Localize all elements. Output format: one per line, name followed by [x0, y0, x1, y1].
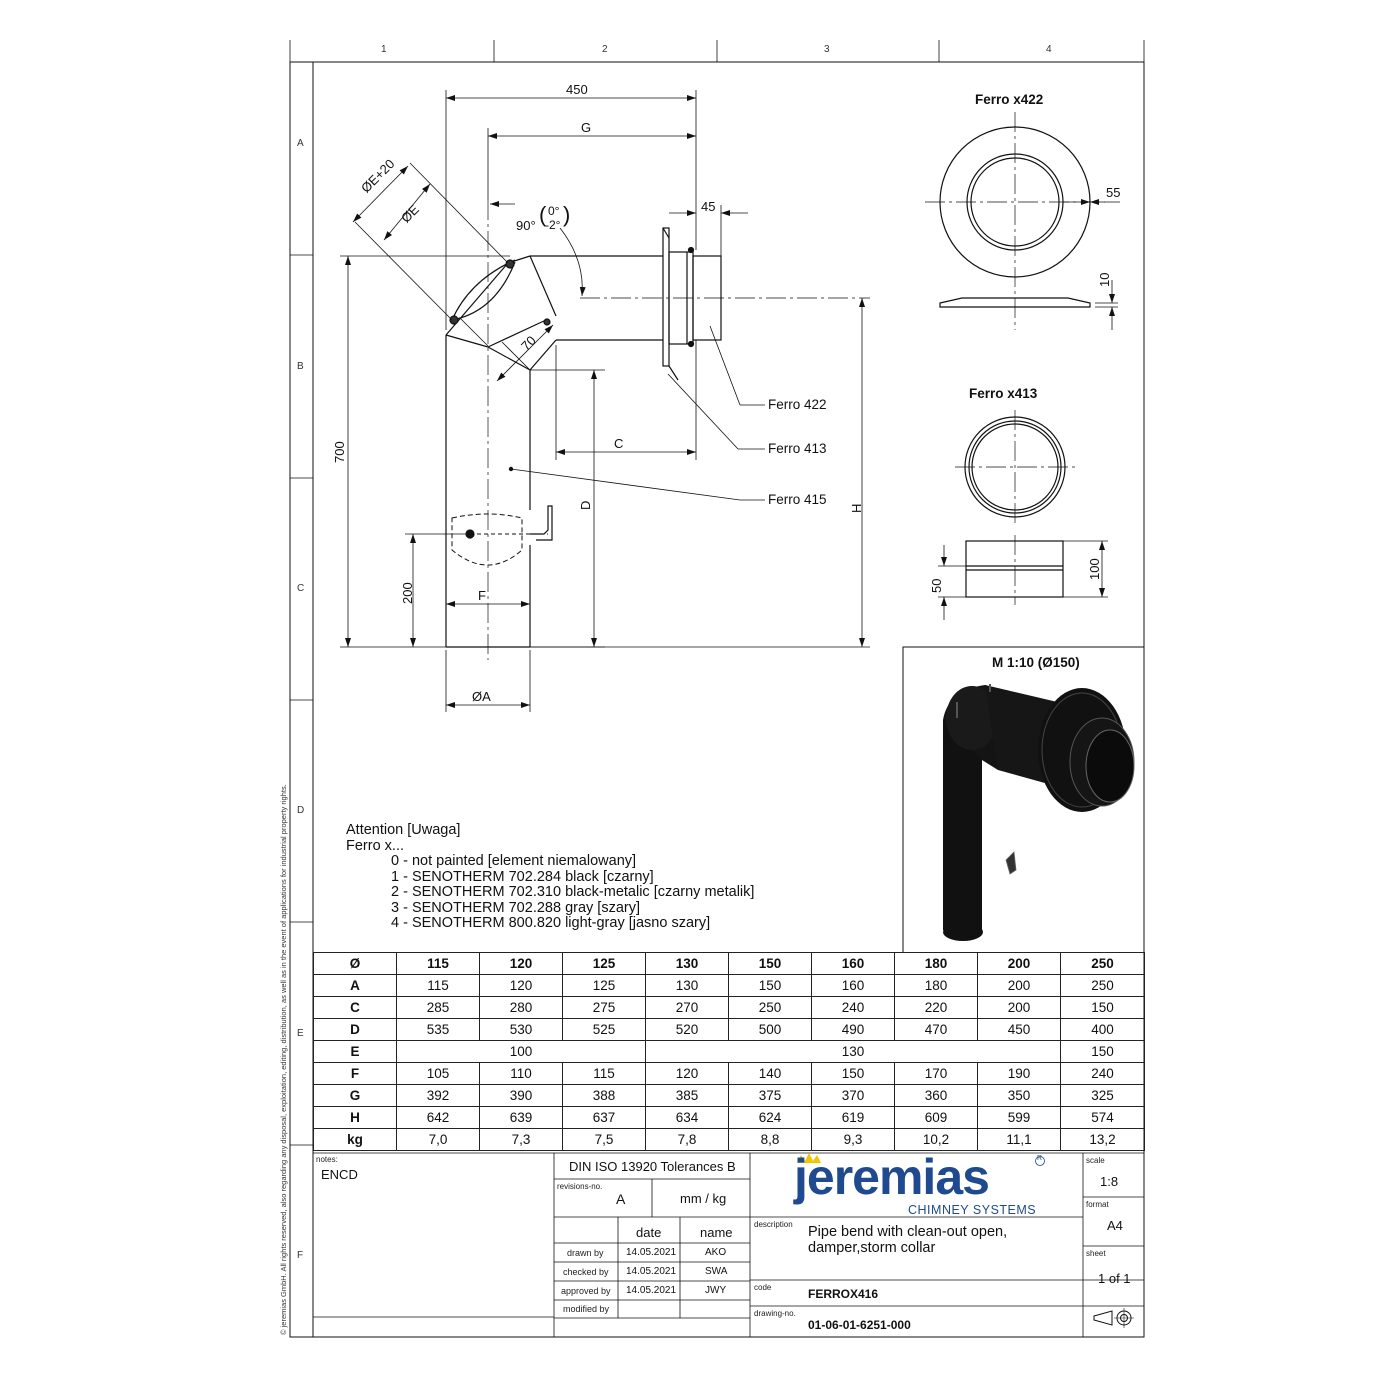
isometric-view [903, 647, 1144, 952]
table-row [314, 1063, 1145, 1085]
angle-tolerance-bottom: -2° [545, 218, 561, 232]
notes-title: Attention [Uwaga] [346, 822, 461, 838]
approved-by-name: JWY [705, 1285, 727, 1296]
table-cell: 490 [812, 1019, 895, 1041]
table-cell: 220 [895, 997, 978, 1019]
scale-value: 1:8 [1100, 1174, 1119, 1189]
table-cell: Ø [314, 953, 397, 975]
units: mm / kg [680, 1191, 727, 1206]
table-cell: 120 [646, 1063, 729, 1085]
zone-col-3: 3 [824, 44, 830, 55]
table-cell: 250 [729, 997, 812, 1019]
table-header-row [314, 953, 1145, 975]
table-cell: 250 [1061, 975, 1145, 997]
table-cell: 270 [646, 997, 729, 1019]
table-cell: kg [314, 1129, 397, 1151]
zone-row-b: B [297, 361, 304, 372]
dim-45: 45 [701, 199, 716, 214]
dim-phi-a: ØA [472, 689, 491, 704]
table-cell: 634 [646, 1107, 729, 1129]
col-name: name [700, 1225, 733, 1240]
table-cell: 450 [978, 1019, 1061, 1041]
table-cell: 7,3 [480, 1129, 563, 1151]
drawing-no-value: 01-06-01-6251-000 [808, 1318, 911, 1332]
zone-col-4: 4 [1046, 44, 1052, 55]
notes-item: 0 - not painted [element niemalowany] [391, 853, 637, 869]
table-cell: 115 [563, 1063, 646, 1085]
table-cell: 200 [978, 975, 1061, 997]
x422-dim-10: 10 [1097, 272, 1112, 287]
table-cell: 100 [397, 1041, 646, 1063]
table-cell: 125 [563, 975, 646, 997]
drawn-by-date: 14.05.2021 [626, 1247, 677, 1258]
table-cell: 619 [812, 1107, 895, 1129]
table-cell: 120 [480, 975, 563, 997]
table-cell: 350 [978, 1085, 1061, 1107]
table-cell: 637 [563, 1107, 646, 1129]
pipe-bend-drawing [446, 200, 870, 660]
notes-subtitle: Ferro x... [346, 837, 405, 854]
zone-row-e: E [297, 1028, 304, 1039]
table-cell: 285 [397, 997, 480, 1019]
revisions-label: revisions-no. [557, 1182, 603, 1191]
brand-logo: jeremias [794, 1149, 989, 1205]
table-cell: 360 [895, 1085, 978, 1107]
drawn-by-name: AKO [705, 1247, 727, 1258]
x413-dim-100: 100 [1087, 558, 1102, 580]
zone-row-c: C [297, 583, 305, 594]
zone-col-2: 2 [602, 44, 608, 55]
notes-label: notes: [316, 1155, 338, 1164]
table-cell: 9,3 [812, 1129, 895, 1151]
table-cell: 10,2 [895, 1129, 978, 1151]
zone-row-d: D [297, 805, 305, 816]
revision-value: A [616, 1191, 626, 1207]
table-cell: 470 [895, 1019, 978, 1041]
table-row [314, 997, 1145, 1019]
dim-450: 450 [566, 82, 588, 97]
format-label: format [1086, 1200, 1109, 1209]
notes-item: 1 - SENOTHERM 702.284 black [czarny] [391, 868, 654, 885]
dim-h: H [849, 503, 864, 513]
checked-by-label: checked by [563, 1267, 609, 1277]
table-row [314, 975, 1145, 997]
table-cell: 375 [729, 1085, 812, 1107]
dim-700: 700 [332, 441, 347, 463]
angle-tolerance-top: 0° [548, 204, 560, 218]
notes-block [346, 823, 754, 932]
notes-item: 3 - SENOTHERM 702.288 gray [szary] [391, 899, 640, 916]
table-cell: C [314, 997, 397, 1019]
table-cell: E [314, 1041, 397, 1063]
table-cell: 325 [1061, 1085, 1145, 1107]
checked-by-date: 14.05.2021 [626, 1266, 677, 1277]
table-cell: 520 [646, 1019, 729, 1041]
table-cell: 609 [895, 1107, 978, 1129]
table-cell: 7,5 [563, 1129, 646, 1151]
dim-f: F [478, 588, 486, 603]
zone-col-1: 1 [381, 44, 387, 55]
projection-symbol-icon [1094, 1308, 1134, 1328]
table-cell: 535 [397, 1019, 480, 1041]
x422-title: Ferro x422 [975, 92, 1044, 107]
brand-subtitle: CHIMNEY SYSTEMS [908, 1203, 1037, 1217]
table-cell: 130 [646, 1041, 1061, 1063]
format-value: A4 [1107, 1218, 1123, 1233]
table-cell: 500 [729, 1019, 812, 1041]
table-cell: 180 [895, 975, 978, 997]
table-cell: 240 [1061, 1063, 1145, 1085]
code-value: FERROX416 [808, 1287, 879, 1301]
zone-row-a: A [297, 138, 304, 149]
sheet-value: 1 of 1 [1098, 1271, 1131, 1286]
description-line-1: Pipe bend with clean-out open, [808, 1224, 1008, 1240]
table-cell: 150 [1061, 997, 1145, 1019]
angle-main: 90° [516, 218, 536, 233]
table-cell: 639 [480, 1107, 563, 1129]
table-cell: 385 [646, 1085, 729, 1107]
dim-70: 70 [518, 332, 539, 354]
table-cell: F [314, 1063, 397, 1085]
table-cell: A [314, 975, 397, 997]
approved-by-date: 14.05.2021 [626, 1285, 677, 1296]
table-cell: 390 [480, 1085, 563, 1107]
table-cell: 190 [978, 1063, 1061, 1085]
table-row [314, 1107, 1145, 1129]
dim-g: G [581, 120, 592, 135]
modified-by-label: modified by [563, 1304, 610, 1314]
table-cell: 7,8 [646, 1129, 729, 1151]
table-cell: 130 [646, 975, 729, 997]
table-cell: 125 [563, 953, 646, 975]
label-ferro-415: Ferro 415 [768, 492, 827, 507]
notes-value: ENCD [321, 1167, 358, 1182]
table-cell: 8,8 [729, 1129, 812, 1151]
ferro-x422-detail [925, 112, 1120, 330]
drawn-by-label: drawn by [567, 1248, 604, 1258]
table-cell: 250 [1061, 953, 1145, 975]
table-cell: 105 [397, 1063, 480, 1085]
zone-row-f: F [297, 1250, 304, 1261]
table-cell: 115 [397, 975, 480, 997]
dim-c: C [614, 436, 624, 451]
table-cell: 200 [978, 997, 1061, 1019]
table-cell: 400 [1061, 1019, 1145, 1041]
angle-paren-left: ( [539, 202, 547, 227]
table-cell: 240 [812, 997, 895, 1019]
table-cell: 110 [480, 1063, 563, 1085]
angle-paren-right: ) [563, 202, 571, 227]
table-cell: 525 [563, 1019, 646, 1041]
table-cell: 370 [812, 1085, 895, 1107]
dim-phi-e: ØE [398, 201, 422, 226]
x413-dim-50: 50 [929, 578, 944, 593]
table-row [314, 1129, 1145, 1151]
table-cell: 7,0 [397, 1129, 480, 1151]
table-cell: 115 [397, 953, 480, 975]
table-cell: 11,1 [978, 1129, 1061, 1151]
table-cell: 599 [978, 1107, 1061, 1129]
table-cell: 275 [563, 997, 646, 1019]
registered-mark: R [1037, 1155, 1043, 1162]
table-cell: 160 [812, 953, 895, 975]
table-cell: 170 [895, 1063, 978, 1085]
approved-by-label: approved by [561, 1286, 611, 1296]
x413-title: Ferro x413 [969, 386, 1038, 401]
table-cell: H [314, 1107, 397, 1129]
table-cell: 140 [729, 1063, 812, 1085]
table-cell: G [314, 1085, 397, 1107]
title-block-lines [313, 1153, 1144, 1337]
table-cell: 13,2 [1061, 1129, 1145, 1151]
table-cell: 200 [978, 953, 1061, 975]
table-cell: 388 [563, 1085, 646, 1107]
table-cell: 624 [729, 1107, 812, 1129]
col-date: date [636, 1225, 662, 1240]
table-cell: 530 [480, 1019, 563, 1041]
sheet-label: sheet [1086, 1249, 1106, 1258]
dim-d: D [578, 500, 593, 510]
description-line-2: damper,storm collar [808, 1240, 936, 1256]
drawing-no-label: drawing-no. [754, 1309, 796, 1318]
copyright-notice: © jeremias GmbH. All rights reserved, also regarding any disposal, exploitation, editing, distribution, as well as in the event of applications for industrial property rights. [279, 784, 288, 1335]
dim-phi-e-plus-20: ØE+20 [358, 156, 398, 196]
label-ferro-413: Ferro 413 [768, 441, 827, 456]
table-cell: 150 [1061, 1041, 1145, 1063]
notes-item: 4 - SENOTHERM 800.820 light-gray [jasno szary] [391, 915, 711, 931]
dim-200: 200 [400, 582, 415, 604]
x422-dim-55: 55 [1106, 185, 1121, 200]
dimensions-table [313, 952, 1145, 1151]
table-cell: 160 [812, 975, 895, 997]
table-cell: D [314, 1019, 397, 1041]
table-cell: 392 [397, 1085, 480, 1107]
table-row [314, 1085, 1145, 1107]
table-cell: 150 [729, 975, 812, 997]
notes-item: 2 - SENOTHERM 702.310 black-metalic [czarny metalik] [391, 884, 755, 900]
table-cell: 574 [1061, 1107, 1145, 1129]
table-cell: 130 [646, 953, 729, 975]
table-row [314, 1041, 1145, 1063]
description-label: description [754, 1220, 793, 1229]
checked-by-name: SWA [705, 1266, 728, 1277]
code-label: code [754, 1283, 772, 1292]
scale-label: scale [1086, 1156, 1105, 1165]
table-cell: 150 [729, 953, 812, 975]
label-ferro-422: Ferro 422 [768, 397, 827, 412]
table-cell: 280 [480, 997, 563, 1019]
table-cell: 642 [397, 1107, 480, 1129]
table-cell: 180 [895, 953, 978, 975]
ferro-x413-detail [938, 410, 1108, 620]
iso-view-title: M 1:10 (Ø150) [992, 655, 1080, 670]
table-cell: 150 [812, 1063, 895, 1085]
table-cell: 120 [480, 953, 563, 975]
tolerances: DIN ISO 13920 Tolerances B [569, 1159, 736, 1174]
table-row [314, 1019, 1145, 1041]
